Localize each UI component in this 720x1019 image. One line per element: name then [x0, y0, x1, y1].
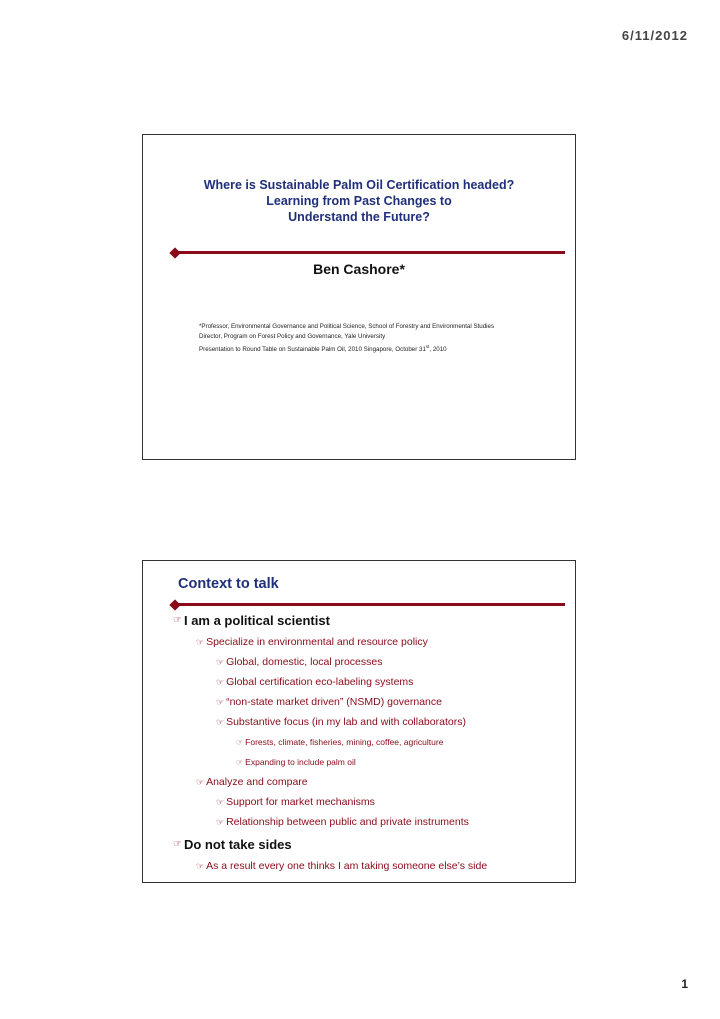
title-line: Where is Sustainable Palm Oil Certification headed?	[203, 178, 515, 192]
bullet-list	[173, 608, 567, 876]
bullet-text: Forests, climate, fisheries, mining, coffee, agriculture	[245, 737, 444, 747]
slide-context	[142, 560, 576, 883]
divider-rule	[176, 251, 565, 254]
bullet-text: As a result every one thinks I am taking someone else’s side	[206, 860, 488, 872]
bullet-item	[173, 792, 567, 812]
bullet-item	[173, 812, 567, 832]
pointing-hand-icon: ☞	[236, 737, 244, 747]
bullet-text: Relationship between public and private instruments	[226, 816, 469, 828]
note-line: *Professor, Environmental Governance and Political Science, School of Forestry and Environmental Studies	[199, 323, 495, 330]
bullet-text: Global certification eco-labeling systems	[226, 676, 414, 688]
bullet-item	[173, 772, 567, 792]
pointing-hand-icon: ☞	[216, 656, 225, 667]
bullet-text: Analyze and compare	[206, 776, 308, 788]
pointing-hand-icon: ☞	[196, 860, 205, 871]
note-text: , 2010	[429, 346, 447, 354]
author-name: Ben Cashore*	[313, 261, 405, 277]
note-text: Presentation to Round Table on Sustainable Palm Oil, 2010 Singapore, October 31	[199, 346, 426, 354]
bullet-item	[173, 752, 567, 772]
pointing-hand-icon: ☞	[236, 757, 244, 767]
bullet-item	[173, 608, 567, 632]
bullet-text: Specialize in environmental and resource policy	[206, 636, 428, 648]
slide-context-title: Context to talk	[178, 576, 279, 592]
bullet-item	[173, 832, 567, 856]
slide-title-heading	[143, 177, 575, 225]
pointing-hand-icon: ☞	[196, 636, 205, 647]
slide-title	[142, 134, 576, 460]
page-number: 1	[681, 977, 688, 991]
bullet-text: Do not take sides	[183, 836, 292, 852]
pointing-hand-icon: ☞	[216, 696, 225, 707]
bullet-item	[173, 632, 567, 652]
divider-rule	[176, 603, 565, 606]
bullet-item	[173, 732, 567, 752]
title-line: Understand the Future?	[288, 210, 430, 224]
pointing-hand-icon: ☞	[216, 676, 225, 687]
bullet-item	[173, 856, 567, 876]
pointing-hand-icon: ☞	[216, 716, 225, 727]
bullet-text: “non-state market driven” (NSMD) governance	[226, 696, 442, 708]
author-notes	[199, 322, 565, 355]
title-line: Learning from Past Changes to	[266, 194, 452, 208]
note-line: Director, Program on Forest Policy and Governance, Yale University	[199, 333, 386, 340]
bullet-text: I am a political scientist	[183, 612, 330, 628]
bullet-item	[173, 672, 567, 692]
bullet-text: Support for market mechanisms	[226, 796, 375, 808]
bullet-text: Substantive focus (in my lab and with collaborators)	[226, 716, 466, 728]
pointing-hand-icon: ☞	[216, 796, 225, 807]
bullet-item	[173, 712, 567, 732]
bullet-item	[173, 692, 567, 712]
bullet-item	[173, 652, 567, 672]
bullet-text: Expanding to include palm oil	[245, 757, 356, 767]
pointing-hand-icon: ☞	[196, 776, 205, 787]
note-superscript: st	[425, 344, 430, 349]
pointing-hand-icon: ☞	[173, 838, 182, 850]
bullet-text: Global, domestic, local processes	[226, 656, 383, 668]
pointing-hand-icon: ☞	[173, 614, 182, 626]
note-line	[199, 342, 565, 355]
header-date: 6/11/2012	[621, 28, 688, 43]
pointing-hand-icon: ☞	[216, 816, 225, 827]
